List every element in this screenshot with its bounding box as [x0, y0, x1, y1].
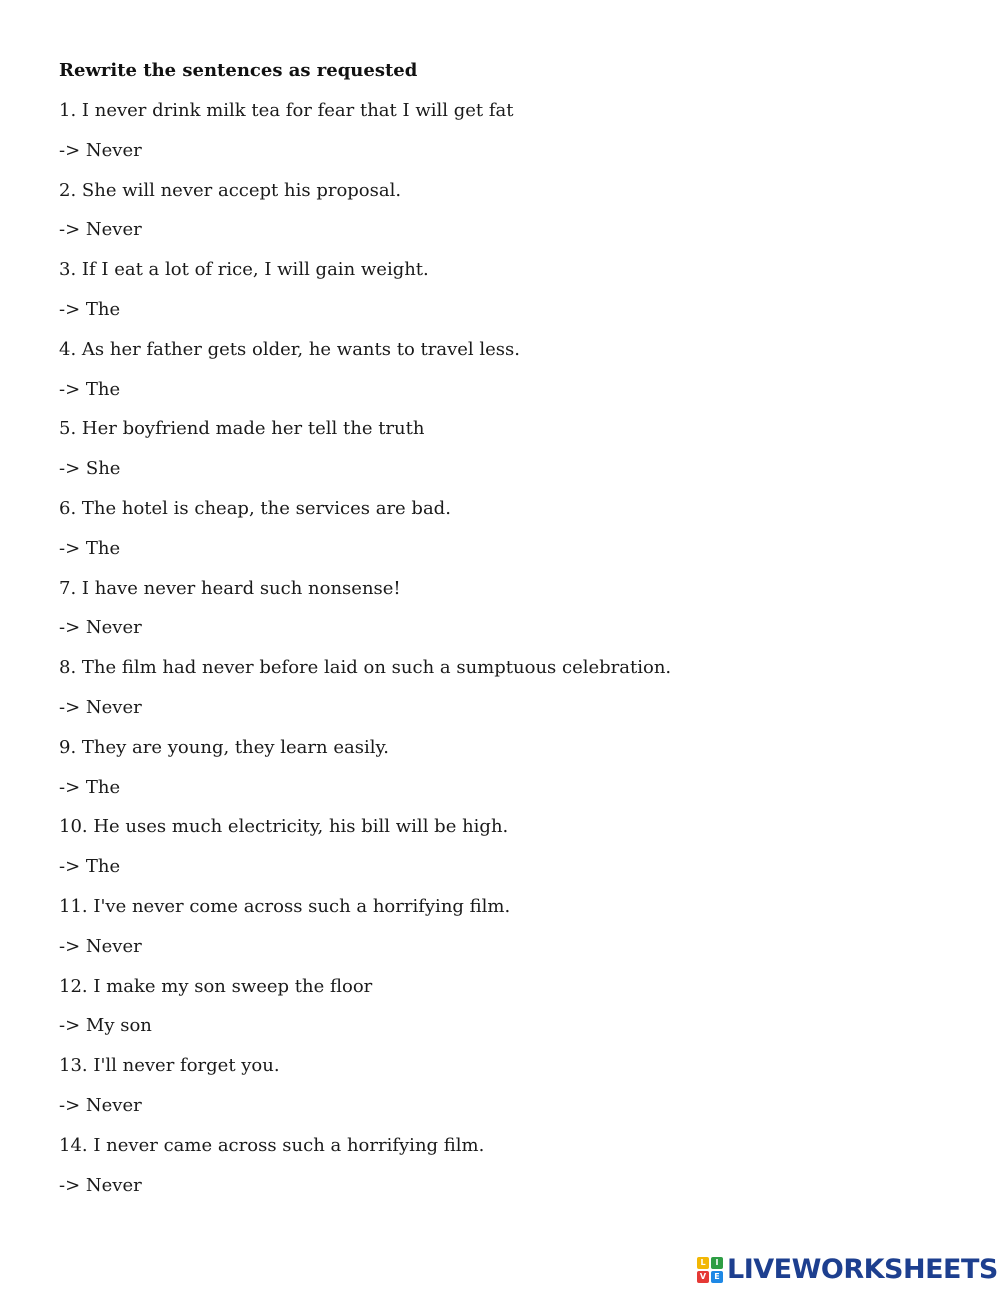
answer-prompt: -> The: [59, 776, 121, 798]
brand-watermark: [697, 1255, 998, 1285]
answer-prompt: -> Never: [59, 935, 142, 957]
logo-letter: I: [711, 1257, 723, 1269]
worksheet-title: Rewrite the sentences as requested: [59, 60, 418, 81]
answer-prompt: -> Never: [59, 1094, 142, 1116]
brand-name: LIVEWORKSHEETS: [727, 1254, 998, 1285]
question-text: 8. The film had never before laid on such a sumptuous celebration.: [59, 657, 672, 679]
question-text: 10. He uses much electricity, his bill will be high.: [59, 816, 509, 838]
answer-prompt: -> The: [59, 537, 121, 559]
answer-prompt: -> Never: [59, 139, 142, 161]
worksheet: [59, 58, 959, 1212]
logo-letter: E: [711, 1271, 723, 1283]
question-text: 12. I make my son sweep the floor: [59, 975, 373, 997]
question-list: [59, 98, 959, 1199]
logo-letter: V: [697, 1271, 709, 1283]
answer-prompt: -> The: [59, 856, 121, 878]
answer-prompt: -> Never: [59, 1174, 142, 1196]
question-text: 11. I've never come across such a horrifying film.: [59, 895, 511, 917]
question-text: 9. They are young, they learn easily.: [59, 736, 389, 758]
logo-letter: L: [697, 1257, 709, 1269]
answer-prompt: -> She: [59, 458, 121, 480]
answer-prompt: -> The: [59, 298, 121, 320]
question-text: 2. She will never accept his proposal.: [59, 179, 402, 201]
answer-prompt: -> The: [59, 378, 121, 400]
question-text: 6. The hotel is cheap, the services are bad.: [59, 497, 451, 519]
question-text: 3. If I eat a lot of rice, I will gain weight.: [59, 259, 429, 281]
question-text: 1. I never drink milk tea for fear that I will get fat: [59, 100, 514, 121]
answer-prompt: -> Never: [59, 696, 142, 718]
answer-prompt: -> Never: [59, 617, 142, 639]
question-text: 14. I never came across such a horrifying film.: [59, 1134, 485, 1156]
question-text: 5. Her boyfriend made her tell the truth: [59, 418, 425, 440]
answer-prompt: -> Never: [59, 219, 142, 241]
question-text: 7. I have never heard such nonsense!: [59, 577, 401, 599]
question-text: 4. As her father gets older, he wants to travel less.: [59, 338, 520, 360]
liveworksheets-logo-icon: [697, 1257, 723, 1283]
question-text: 13. I'll never forget you.: [59, 1055, 280, 1077]
answer-prompt: -> My son: [59, 1015, 152, 1037]
